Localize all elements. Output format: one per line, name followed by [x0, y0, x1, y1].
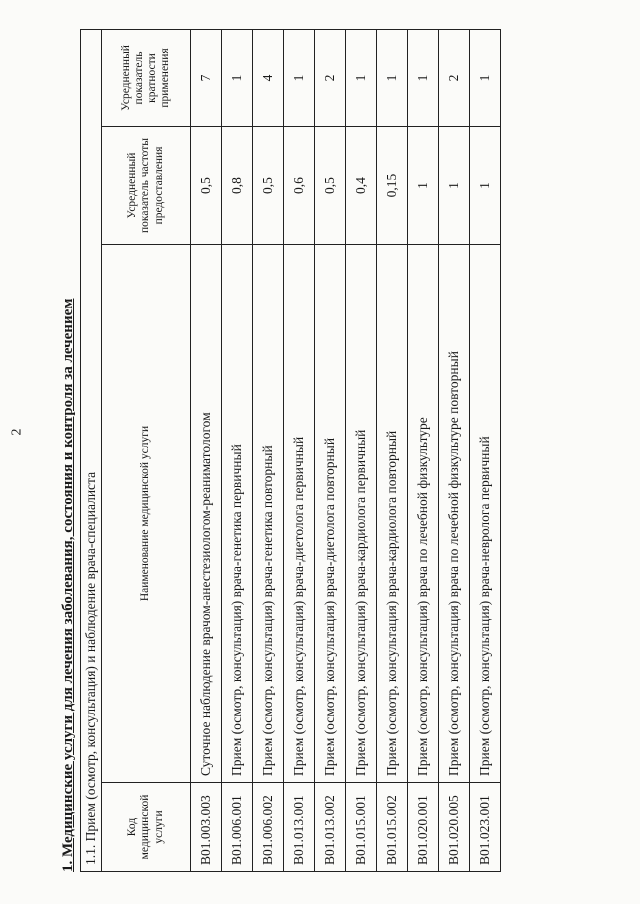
- service-name: Прием (осмотр, консультация) врача-диетолога повторный: [315, 245, 346, 783]
- service-code: B01.003.003: [191, 783, 222, 872]
- frequency-value: 0,8: [222, 127, 253, 245]
- col-header-name: Наименование медицинской услуги: [102, 245, 191, 783]
- service-code: B01.006.002: [253, 783, 284, 872]
- table-row: [408, 29, 439, 871]
- col-header-code: Код медицинской услуги: [102, 783, 191, 872]
- subsection-row: [81, 29, 102, 871]
- table-row: [470, 29, 501, 871]
- frequency-value: 0,5: [253, 127, 284, 245]
- service-name: Суточное наблюдение врачом-анестезиологом-реаниматологом: [191, 245, 222, 783]
- frequency-value: 1: [439, 127, 470, 245]
- service-code: B01.015.002: [377, 783, 408, 872]
- section-heading: 1. Медицинские услуги для лечения заболевания, состояния и контроля за лечением: [60, 298, 76, 872]
- frequency-value: 0,15: [377, 127, 408, 245]
- multiplicity-value: 1: [284, 29, 315, 126]
- frequency-value: 1: [470, 127, 501, 245]
- service-code: B01.020.005: [439, 783, 470, 872]
- service-name: Прием (осмотр, консультация) врача-диетолога первичный: [284, 245, 315, 783]
- service-name: Прием (осмотр, консультация) врача по лечебной физкультуре: [408, 245, 439, 783]
- multiplicity-value: 1: [470, 29, 501, 126]
- service-code: B01.013.002: [315, 783, 346, 872]
- service-code: B01.020.001: [408, 783, 439, 872]
- subsection-title: 1.1. Прием (осмотр, консультация) и наблюдение врача-специалиста: [81, 29, 102, 871]
- multiplicity-value: 1: [377, 29, 408, 126]
- frequency-value: 0,6: [284, 127, 315, 245]
- service-name: Прием (осмотр, консультация) врача-невролога первичный: [470, 245, 501, 783]
- frequency-value: 0,5: [191, 127, 222, 245]
- service-code: B01.015.001: [346, 783, 377, 872]
- multiplicity-value: 7: [191, 29, 222, 126]
- header-row: [102, 29, 191, 871]
- table-row: [253, 29, 284, 871]
- service-name: Прием (осмотр, консультация) врача-кардиолога повторный: [377, 245, 408, 783]
- frequency-value: 0,5: [315, 127, 346, 245]
- table-row: [191, 29, 222, 871]
- multiplicity-value: 2: [315, 29, 346, 126]
- table-row: [284, 29, 315, 871]
- table-row: [315, 29, 346, 871]
- services-table: [80, 29, 501, 872]
- multiplicity-value: 1: [222, 29, 253, 126]
- table-row: [439, 29, 470, 871]
- service-name: Прием (осмотр, консультация) врача-генетика первичный: [222, 245, 253, 783]
- col-header-multiplicity: Усредненный показатель кратности применения: [102, 29, 191, 126]
- service-code: B01.023.001: [470, 783, 501, 872]
- multiplicity-value: 1: [346, 29, 377, 126]
- frequency-value: 0,4: [346, 127, 377, 245]
- multiplicity-value: 2: [439, 29, 470, 126]
- table-body: [191, 29, 501, 871]
- col-header-frequency: Усредненный показатель частоты предоставления: [102, 127, 191, 245]
- multiplicity-value: 1: [408, 29, 439, 126]
- table-row: [222, 29, 253, 871]
- service-name: Прием (осмотр, консультация) врача-генетика повторный: [253, 245, 284, 783]
- service-name: Прием (осмотр, консультация) врача по лечебной физкультуре повторный: [439, 245, 470, 783]
- page-number: 2: [9, 428, 25, 436]
- table-row: [377, 29, 408, 871]
- service-name: Прием (осмотр, консультация) врача-кардиолога первичный: [346, 245, 377, 783]
- service-code: B01.013.001: [284, 783, 315, 872]
- service-code: B01.006.001: [222, 783, 253, 872]
- table-row: [346, 29, 377, 871]
- frequency-value: 1: [408, 127, 439, 245]
- rotated-page-content: [58, 30, 632, 872]
- multiplicity-value: 4: [253, 29, 284, 126]
